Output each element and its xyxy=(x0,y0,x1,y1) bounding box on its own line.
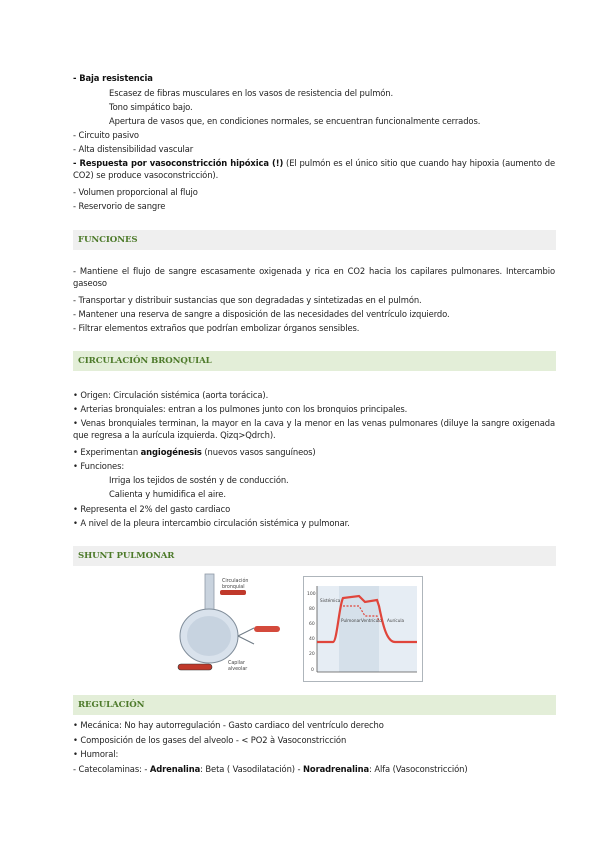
fig2-label: Sistémica xyxy=(320,598,341,603)
y-tick-label: 60 xyxy=(309,622,315,627)
fig2-label: Ventrículo xyxy=(361,618,382,623)
bronquial-function-item: Irriga los tejidos de sostén y de conducción. xyxy=(109,475,289,485)
function-item: - Transportar y distribuir sustancias que son degradadas y sintetizadas en el pulmón. xyxy=(73,295,422,305)
alveolar-capillary xyxy=(178,664,212,670)
property-passive: - Circuito pasivo xyxy=(73,130,139,140)
y-tick-label: 20 xyxy=(309,652,315,657)
shunt-vessel xyxy=(254,626,280,632)
y-tick-label: 0 xyxy=(311,668,314,673)
regulation-catecholamines: - Catecolaminas: - Adrenalina: Beta ( Vasodilatación) - Noradrenalina: Alfa (Vasoconstricción) xyxy=(73,764,468,774)
y-tick-label: 80 xyxy=(309,607,315,612)
bronquial-arteries: • Arterias bronquiales: entran a los pulmones junto con los bronquios principales. xyxy=(73,404,408,414)
property-volume: - Volumen proporcional al flujo xyxy=(73,187,198,197)
regulation-gases: • Composición de los gases del alveolo - < PO2 à Vasoconstricción xyxy=(73,735,347,745)
section-heading-bronquial: CIRCULACIÓN BRONQUIAL xyxy=(73,351,556,371)
bronquial-functions-label: • Funciones: xyxy=(73,461,125,471)
y-tick-label: 100 xyxy=(307,592,316,597)
bronquial-function-item: Calienta y humidifica el aire. xyxy=(109,489,226,499)
section-heading-regulacion: REGULACIÓN xyxy=(73,695,556,715)
bronquial-veins: • Venas bronquiales terminan, la mayor en la cava y la menor en las venas pulmonares (diluye la sangre oxigenada que regresa a la aurícula izquierda. Qizq>Qdrch). xyxy=(73,418,555,440)
property-hypoxic-response xyxy=(73,157,555,181)
section-heading-shunt: SHUNT PULMONAR xyxy=(73,546,556,566)
bronquial-cardiac-output: • Representa el 2% del gasto cardiaco xyxy=(73,504,231,514)
function-item: - Filtrar elementos extraños que podrían embolizar órganos sensibles. xyxy=(73,323,360,333)
fig1-label: Capilar xyxy=(228,661,245,666)
hypoxic-text: (El pulmón es el único sitio que cuando hay hipoxia (aumento de CO2) se produce vasoconstricción). xyxy=(73,158,556,180)
fig1-label: Circulación xyxy=(222,579,249,584)
angiogenesis-term: angiogénesis xyxy=(140,447,202,457)
fig2-label: Aurícula xyxy=(387,618,405,623)
bronquial-angiogenesis: • Experimentan angiogénesis (nuevos vasos sanguíneos) xyxy=(73,447,316,457)
bronchial-vessel xyxy=(220,590,246,595)
bronquial-origin: • Origen: Circulación sistémica (aorta torácica). xyxy=(73,390,269,400)
regulation-humoral: • Humoral: xyxy=(73,749,119,759)
hypoxic-lead: - Respuesta por vasoconstricción hipóxica (!) xyxy=(73,158,284,168)
function-item: - Mantener una reserva de sangre a disposición de las necesidades del ventrículo izquierdo. xyxy=(73,309,450,319)
shunt-diagram-figure xyxy=(172,572,300,684)
fig2-label: Pulmonar xyxy=(341,618,361,623)
resistance-title: - Baja resistencia xyxy=(73,73,153,83)
resistance-item: Tono simpático bajo. xyxy=(109,102,193,112)
pressure-curve-figure xyxy=(303,576,423,682)
resistance-item: Apertura de vasos que, en condiciones normales, se encuentran funcionalmente cerrados. xyxy=(109,116,481,126)
fig1-label: alveolar xyxy=(228,667,248,672)
y-tick-label: 40 xyxy=(309,637,315,642)
plot-band xyxy=(339,586,379,672)
bronquial-pleura: • A nivel de la pleura intercambio circulación sistémica y pulmonar. xyxy=(73,518,350,528)
section-heading-funciones: FUNCIONES xyxy=(73,230,556,250)
alveolus-inner xyxy=(187,616,231,656)
fig1-label: bronquial xyxy=(222,585,245,590)
property-distensibility: - Alta distensibilidad vascular xyxy=(73,144,194,154)
function-item: - Mantiene el flujo de sangre escasamente oxigenada y rica en CO2 hacia los capilares pulmonares. Intercambio gaseoso xyxy=(73,266,555,288)
regulation-mechanical: • Mecánica: No hay autorregulación - Gasto cardiaco del ventrículo derecho xyxy=(73,720,384,730)
noradrenalina-term: Noradrenalina xyxy=(303,764,370,774)
adrenalina-term: Adrenalina xyxy=(149,764,201,774)
property-reservoir: - Reservorio de sangre xyxy=(73,201,166,211)
resistance-item: Escasez de fibras musculares en los vasos de resistencia del pulmón. xyxy=(109,88,394,98)
